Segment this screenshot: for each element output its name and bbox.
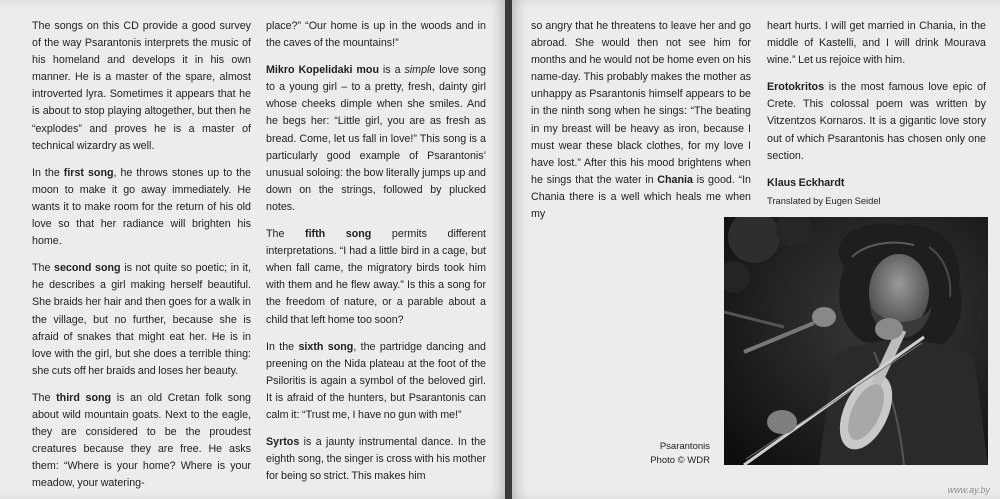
caption-subject: Psarantonis bbox=[659, 441, 710, 452]
caption-credit: Photo © WDR bbox=[650, 455, 710, 466]
paragraph-erotokritos: Erotokritos is the most famous love epic of Crete. This colossal poem was written by Vitzentzos Kornaros. It is a gigantic love story out of which Psarantonis has chosen only one section. bbox=[767, 81, 986, 162]
paragraph-third-song: The third song is an old Cretan folk song about wild mountain goats. Next to the eagle, they are considered to be the proudest creatures because they are free. He asks them: “Where is your home? Where is your meadow, your watering- bbox=[32, 391, 251, 490]
musician-photo bbox=[724, 217, 988, 465]
paragraph-intro: The songs on this CD provide a good survey of the way Psarantonis interprets the music of his homeland and develops it in his own manner. He is a master of the spare, almost introverted lyra. Sometimes it appears that he is about to stop playing altogether, but then he “explodes” and proves he is a master of technical wizardry as well. bbox=[32, 20, 251, 152]
paragraph-goats-end: place?” “Our home is up in the woods and in the caves of the mountains!” bbox=[266, 20, 486, 50]
booklet-gutter bbox=[505, 0, 512, 499]
signature bbox=[767, 175, 986, 209]
musician-photo-image bbox=[724, 217, 988, 465]
text-column-2 bbox=[266, 18, 486, 495]
song-title-fifth: fifth song bbox=[305, 228, 372, 241]
translator-credit: Translated by Eugen Seidel bbox=[767, 194, 881, 206]
song-title-third: third song bbox=[56, 391, 112, 404]
paragraph-sixth-song: In the sixth song, the partridge dancing and preening on the Nida plateau at the foot of the Psiloritis is again a symbol of the beloved girl. It is afraid of the hunters, but Psarantonis can calm it: “Trust me, I have no gun with me!” bbox=[266, 340, 486, 421]
paragraph-second-song: The second song is not quite so poetic; in it, he describes a girl making herself beautiful. She braids her hair and then goes for a walk in the village, but no further, because she is afraid of snakes that might eat her. He is in love with the girl, but she does a terrible thing: she cuts off her braids and loses her beauty. bbox=[32, 262, 251, 377]
author-name: Klaus Eckhardt bbox=[767, 176, 845, 189]
text-column-1 bbox=[32, 18, 251, 499]
site-watermark: www.ay.by bbox=[947, 485, 990, 495]
song-title-erotokritos: Erotokritos bbox=[767, 81, 825, 94]
song-title-sixth: sixth song bbox=[298, 340, 354, 353]
paragraph-mikro-kopelidaki: Mikro Kopelidaki mou is a simple love song to a young girl – to a pretty, fresh, dainty girl whose cheeks dimple when she smiles. And he begs her: “Little girl, you are as fresh as bread. Come, let us fall in love!” This song is a particularly good example of Psarantonis’ unusual soloing: the bow literally jumps up and down on the strings, followed by plucked notes. bbox=[266, 64, 486, 213]
paragraph-chania: so angry that he threatens to leave her and go abroad. She would then not see him for months and he would not be home even on his name-day. This probably makes the mother as unhappy as Psarantonis himself appears to be in the ninth song when he sings: “The beating in my breast will be heavy as iron, because I must wear these black clothes, for my love I have lost.” After this his mood brightens when he sings that the water in Chania is good. “In Chania there is a well which heals me when my bbox=[531, 20, 751, 221]
paragraph-syrtos: Syrtos is a jaunty instrumental dance. In the eighth song, the singer is cross with his mother for being so strict. This makes him bbox=[266, 436, 486, 483]
song-title-first: first song bbox=[63, 166, 114, 179]
song-title-second: second song bbox=[54, 262, 121, 275]
song-title-syrtos: Syrtos bbox=[266, 436, 300, 449]
text-column-3 bbox=[531, 18, 751, 233]
paragraph-first-song: In the first song, he throws stones up to the moon to make it go away immediately. He wants it to make room for the return of his old love so that her radiance will brighten his home. bbox=[32, 166, 251, 248]
place-name-chania: Chania bbox=[657, 173, 693, 186]
text-column-4 bbox=[767, 18, 986, 209]
photo-caption bbox=[650, 440, 710, 468]
paragraph-heart-hurts: heart hurts. I will get married in Chania, in the middle of Kastelli, and I will drink Mourava wine.” Let us rejoice with him. bbox=[767, 20, 986, 67]
song-title-mikro-kopelidaki: Mikro Kopelidaki mou bbox=[266, 64, 379, 77]
paragraph-fifth-song: The fifth song permits different interpretations. “I had a little bird in a cage, but when fall came, the migratory birds took him with them and he flew away.” Is this a song for the freedom of nature, or a parable about a child that left home too soon? bbox=[266, 228, 486, 326]
